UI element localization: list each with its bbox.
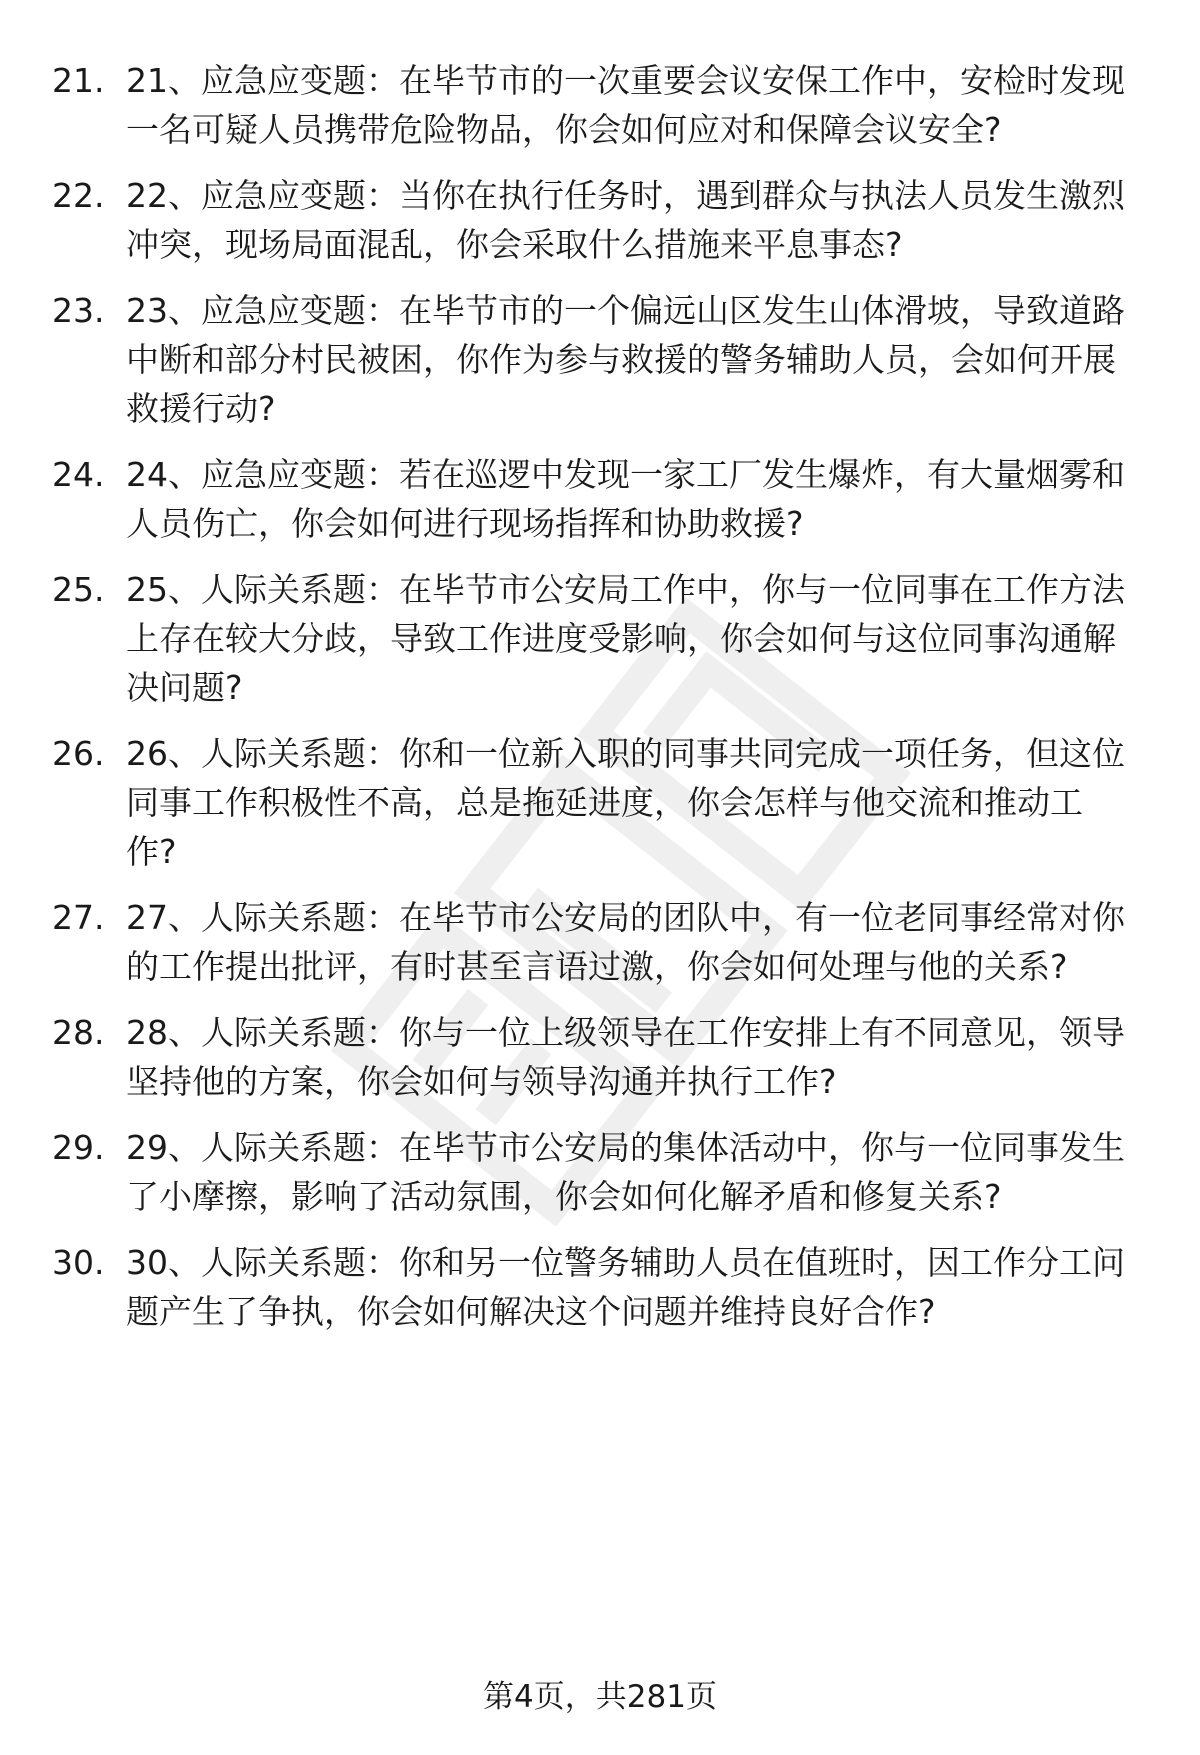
question-number: 22. [52,176,105,215]
question-item [52,565,1152,712]
question-text: 21、应急应变题：在毕节市的一次重要会议安保工作中，安检时发现一名可疑人员携带危险物品，你会如何应对和保障会议安全? [126,61,1125,149]
question-number: 24. [52,455,105,494]
question-number: 23. [52,291,105,330]
question-item [52,171,1152,269]
question-number: 27. [52,898,105,937]
question-item [52,1123,1152,1221]
question-number: 30. [52,1243,105,1282]
question-item [52,450,1152,548]
question-text: 26、人际关系题：你和一位新入职的同事共同完成一项任务，但这位同事工作积极性不高，总是拖延进度，你会怎样与他交流和推动工作? [126,734,1125,871]
question-item [52,893,1152,991]
question-item [52,729,1152,876]
page-number-text: 第4页，共281页 [483,1679,717,1715]
question-item [52,56,1152,154]
question-list [52,56,1152,1336]
question-number: 29. [52,1128,105,1167]
question-text: 28、人际关系题：你与一位上级领导在工作安排上有不同意见，领导坚持他的方案，你会如何与领导沟通并执行工作? [126,1013,1125,1101]
question-text: 29、人际关系题：在毕节市公安局的集体活动中，你与一位同事发生了小摩擦，影响了活动氛围，你会如何化解矛盾和修复关系? [126,1128,1125,1216]
question-number: 28. [52,1013,105,1052]
question-text: 24、应急应变题：若在巡逻中发现一家工厂发生爆炸，有大量烟雾和人员伤亡，你会如何进行现场指挥和协助救援? [126,455,1125,543]
question-item [52,1008,1152,1106]
question-text: 23、应急应变题：在毕节市的一个偏远山区发生山体滑坡，导致道路中断和部分村民被困，你作为参与救援的警务辅助人员，会如何开展救援行动? [126,291,1125,428]
question-item [52,286,1152,433]
question-text: 30、人际关系题：你和另一位警务辅助人员在值班时，因工作分工问题产生了争执，你会如何解决这个问题并维持良好合作? [126,1243,1125,1331]
question-text: 27、人际关系题：在毕节市公安局的团队中，有一位老同事经常对你的工作提出批评，有时甚至言语过激，你会如何处理与他的关系? [126,898,1125,986]
question-number: 21. [52,61,105,100]
question-number: 25. [52,570,105,609]
question-text: 22、应急应变题：当你在执行任务时，遇到群众与执法人员发生激烈冲突，现场局面混乱，你会采取什么措施来平息事态? [126,176,1125,264]
question-item [52,1238,1152,1336]
question-text: 25、人际关系题：在毕节市公安局工作中，你与一位同事在工作方法上存在较大分歧，导致工作进度受影响，你会如何与这位同事沟通解决问题? [126,570,1125,707]
question-number: 26. [52,734,105,773]
page-footer [0,1676,1200,1718]
